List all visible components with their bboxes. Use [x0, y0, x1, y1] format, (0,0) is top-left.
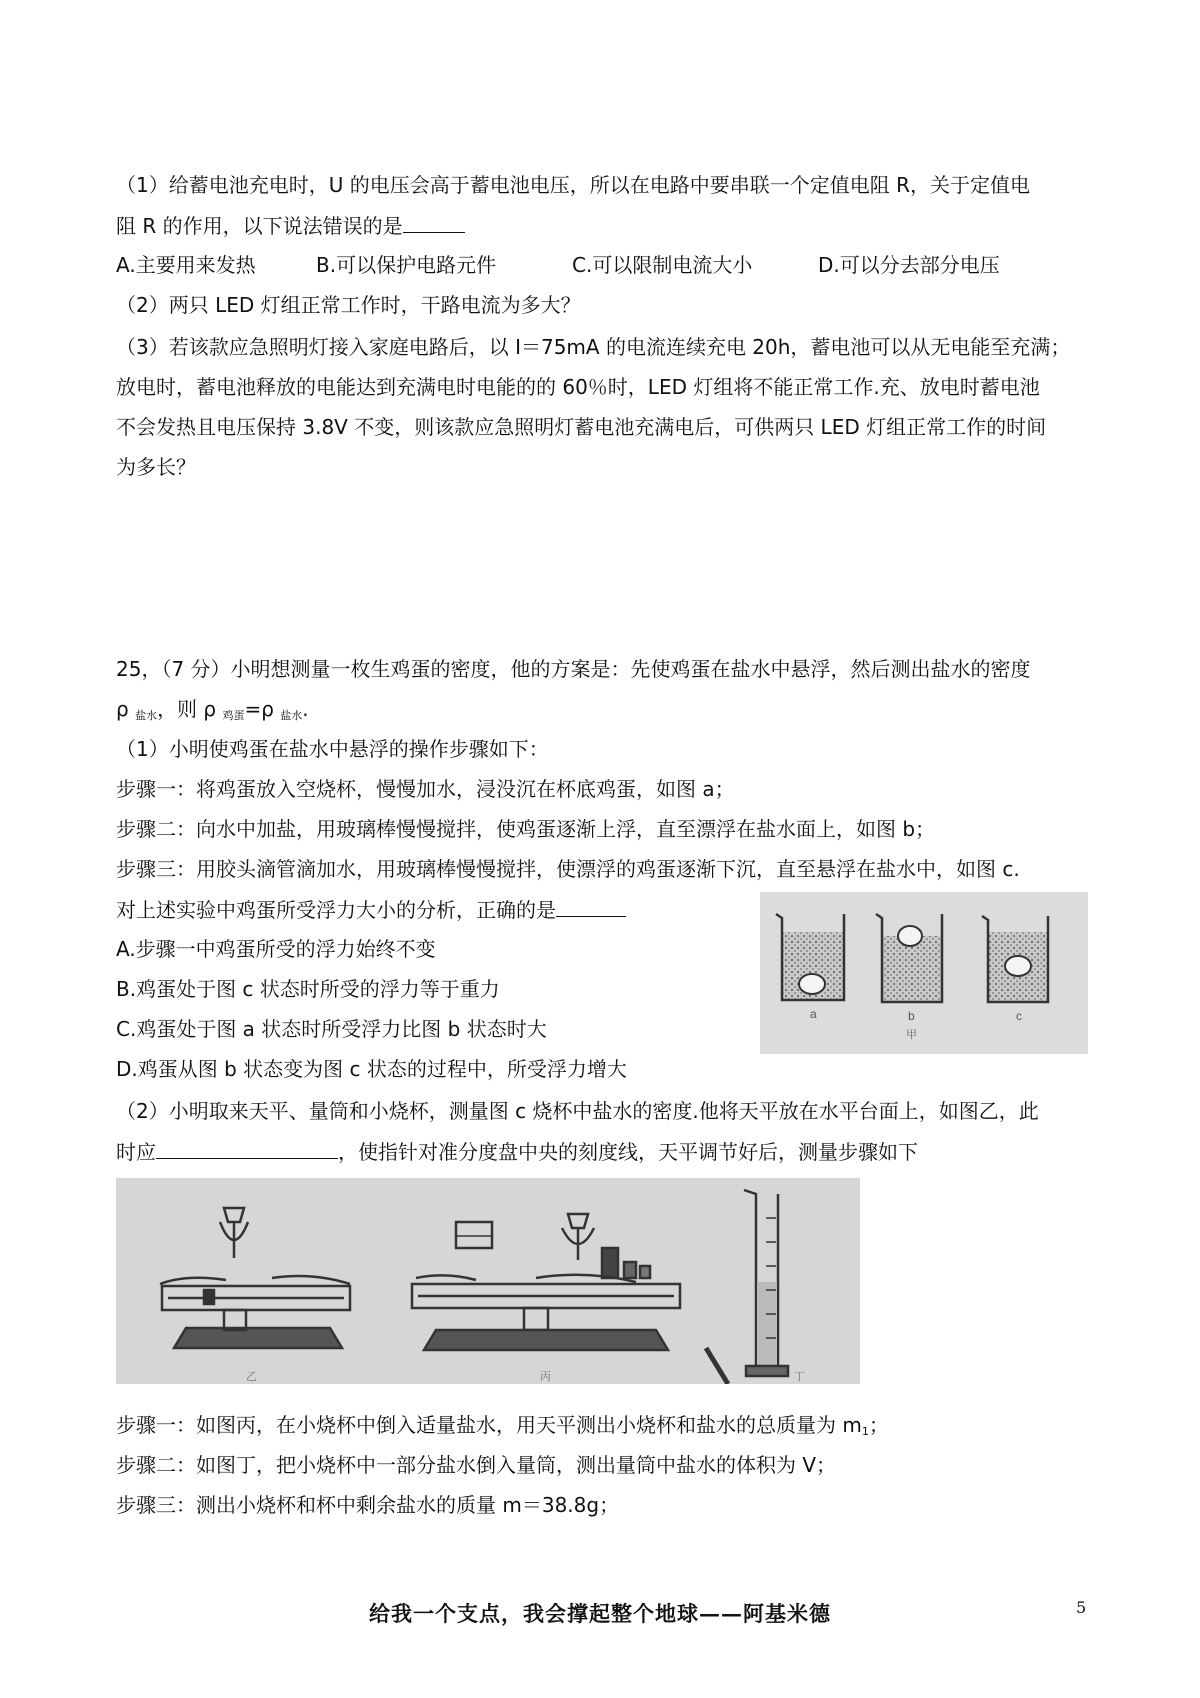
q25-measure-step2: 步骤二：如图丁，把小烧杯中一部分盐水倒入量筒，测出量筒中盐水的体积为 V；	[116, 1453, 837, 1477]
option-b: B.可以保护电路元件	[316, 253, 497, 277]
balance-figure	[116, 1178, 860, 1384]
q25-step3: 步骤三：用胶头滴管滴加水，用玻璃棒慢慢搅拌，使漂浮的鸡蛋逐渐下沉，直至悬浮在盐水中，如图 c.	[116, 857, 1020, 881]
q25-measure-step3: 步骤三：测出小烧杯和杯中剩余盐水的质量 m＝38.8g；	[116, 1493, 620, 1517]
q25-intro-line1: 25，（7 分）小明想测量一枚生鸡蛋的密度，他的方案是：先使鸡蛋在盐水中悬浮，然后测出盐水的密度	[116, 657, 1031, 681]
beaker-caption: 甲	[906, 1028, 917, 1041]
beaker-label-c: c	[1016, 1009, 1022, 1023]
q25-part2-line2: 时应 ，使指针对准分度盘中央的刻度线，天平调节好后，测量步骤如下	[116, 1140, 918, 1164]
beaker-c	[982, 916, 1048, 1002]
q24-part3-line3: 不会发热且电压保持 3.8V 不变，则该款应急照明灯蓄电池充满电后，可供两只 LED 灯组正常工作的时间	[116, 415, 1047, 439]
q25-option-d: D.鸡蛋从图 b 状态变为图 c 状态的过程中，所受浮力增大	[116, 1057, 627, 1081]
q25-intro-line2: ρ $_{盐水}$，则 ρ $_{鸡蛋}$=ρ $_{盐水}$.	[116, 697, 309, 722]
q24-part3-line2: 放电时，蓄电池释放的电能达到充满电时电能的的 60％时，LED 灯组将不能正常工作.充、放电时蓄电池	[116, 375, 1040, 399]
q24-options	[116, 252, 1000, 278]
q25-option-c: C.鸡蛋处于图 a 状态时所受浮力比图 b 状态时大	[116, 1017, 547, 1041]
q25-measure-step1: 步骤一：如图丙，在小烧杯中倒入适量盐水，用天平测出小烧杯和盐水的总质量为 $m_1$；	[116, 1413, 889, 1438]
q24-part1-line1: （1）给蓄电池充电时，U 的电压会高于蓄电池电压，所以在电路中要串联一个定值电阻 R，关于定值电	[116, 173, 1030, 197]
beaker-a	[776, 914, 844, 1000]
q25-option-a: A.步骤一中鸡蛋所受的浮力始终不变	[116, 937, 436, 961]
beaker-b	[876, 914, 942, 1002]
balance-drawing	[116, 1178, 860, 1384]
q24-part2: （2）两只 LED 灯组正常工作时，干路电流为多大？	[116, 293, 581, 317]
q24-part3-line4: 为多长？	[116, 455, 196, 479]
option-c: C.可以限制电流大小	[572, 253, 753, 277]
balance-label-yi: 乙	[246, 1370, 257, 1383]
q25-step2: 步骤二：向水中加盐，用玻璃棒慢慢搅拌，使鸡蛋逐渐上浮，直至漂浮在盐水面上，如图 b；	[116, 817, 936, 841]
beaker-figure	[760, 892, 1088, 1054]
balance-bing	[412, 1214, 680, 1350]
balance-label-ding: 丁	[794, 1370, 805, 1383]
q25-part1-head: （1）小明使鸡蛋在盐水中悬浮的操作步骤如下：	[116, 737, 549, 761]
answer-blank	[156, 1138, 338, 1159]
q25-step1: 步骤一：将鸡蛋放入空烧杯，慢慢加水，浸没沉在杯底鸡蛋，如图 a；	[116, 777, 735, 801]
q24-part1-line2: 阻 R 的作用，以下说法错误的是	[116, 212, 465, 239]
q24-part3-line1: （3）若该款应急照明灯接入家庭电路后，以 I＝75mA 的电流连续充电 20h，蓄电池可以从无电能至充满；	[116, 335, 1071, 359]
answer-blank	[403, 212, 465, 233]
option-d: D.可以分去部分电压	[818, 253, 1000, 277]
q25-part2-line1: （2）小明取来天平、量筒和小烧杯，测量图 c 烧杯中盐水的密度.他将天平放在水平台面上，如图乙，此	[116, 1099, 1039, 1123]
option-a: A.主要用来发热	[116, 253, 256, 277]
beaker-drawing	[760, 892, 1088, 1054]
measuring-cylinder	[706, 1190, 788, 1384]
balance-yi	[160, 1208, 350, 1348]
beaker-label-b: b	[908, 1009, 915, 1023]
q25-option-b: B.鸡蛋处于图 c 状态时所受的浮力等于重力	[116, 977, 500, 1001]
beaker-label-a: a	[810, 1007, 817, 1021]
answer-blank	[556, 896, 626, 917]
q25-analysis: 对上述实验中鸡蛋所受浮力大小的分析，正确的是	[116, 896, 626, 923]
page-number: 5	[1076, 1598, 1087, 1617]
footer-motto: 给我一个支点，我会撑起整个地球——阿基米德	[369, 1601, 831, 1626]
balance-label-bing: 丙	[540, 1370, 551, 1383]
